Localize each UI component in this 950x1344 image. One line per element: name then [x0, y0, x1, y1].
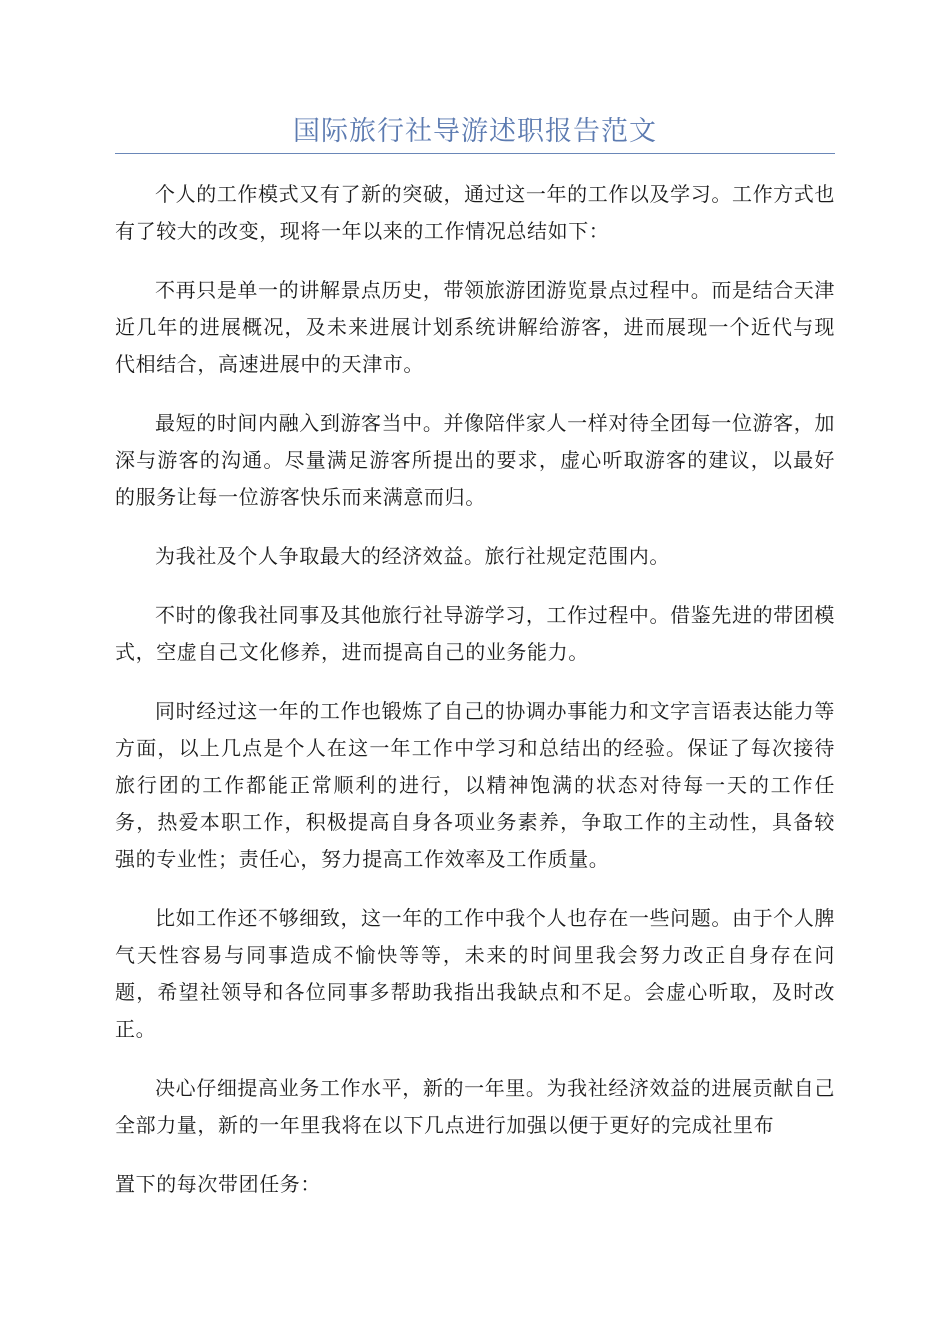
paragraph-continuation: 置下的每次带团任务：: [115, 1172, 321, 1196]
document-body: [115, 176, 835, 1225]
paragraph: 决心仔细提高业务工作水平，新的一年里。为我社经济效益的进展贡献自己全部力量，新的一年里我将在以下几点进行加强以便于更好的完成社里布: [115, 1076, 835, 1137]
paragraph: 最短的时间内融入到游客当中。并像陪伴家人一样对待全团每一位游客，加深与游客的沟通。尽量满足游客所提出的要求，虚心听取游客的建议，以最好的服务让每一位游客快乐而来满意而归。: [115, 411, 835, 509]
title-underline: [115, 153, 835, 154]
paragraph: 不再只是单一的讲解景点历史，带领旅游团游览景点过程中。而是结合天津近几年的进展概况，及未来进展计划系统讲解给游客，进而展现一个近代与现代相结合，高速进展中的天津市。: [115, 278, 835, 376]
paragraph: 比如工作还不够细致，这一年的工作中我个人也存在一些问题。由于个人脾气天性容易与同事造成不愉快等等，未来的时间里我会努力改正自身存在问题，希望社领导和各位同事多帮助我指出我缺点和不足。会虚心听取，及时改正。: [115, 906, 835, 1041]
paragraph: 同时经过这一年的工作也锻炼了自己的协调办事能力和文字言语表达能力等方面，以上几点是个人在这一年工作中学习和总结出的经验。保证了每次接待旅行团的工作都能正常顺利的进行，以精神饱满的状态对待每一天的工作任务，热爱本职工作，积极提高自身各项业务素养，争取工作的主动性，具备较强的专业性；责任心，努力提高工作效率及工作质量。: [115, 699, 835, 871]
paragraph: 不时的像我社同事及其他旅行社导游学习，工作过程中。借鉴先进的带团模式，空虚自己文化修养，进而提高自己的业务能力。: [115, 603, 835, 664]
document-title: 国际旅行社导游述职报告范文: [293, 116, 657, 147]
paragraph: 个人的工作模式又有了新的突破，通过这一年的工作以及学习。工作方式也有了较大的改变，现将一年以来的工作情况总结如下：: [115, 182, 835, 243]
paragraph: 为我社及个人争取最大的经济效益。旅行社规定范围内。: [155, 544, 670, 568]
